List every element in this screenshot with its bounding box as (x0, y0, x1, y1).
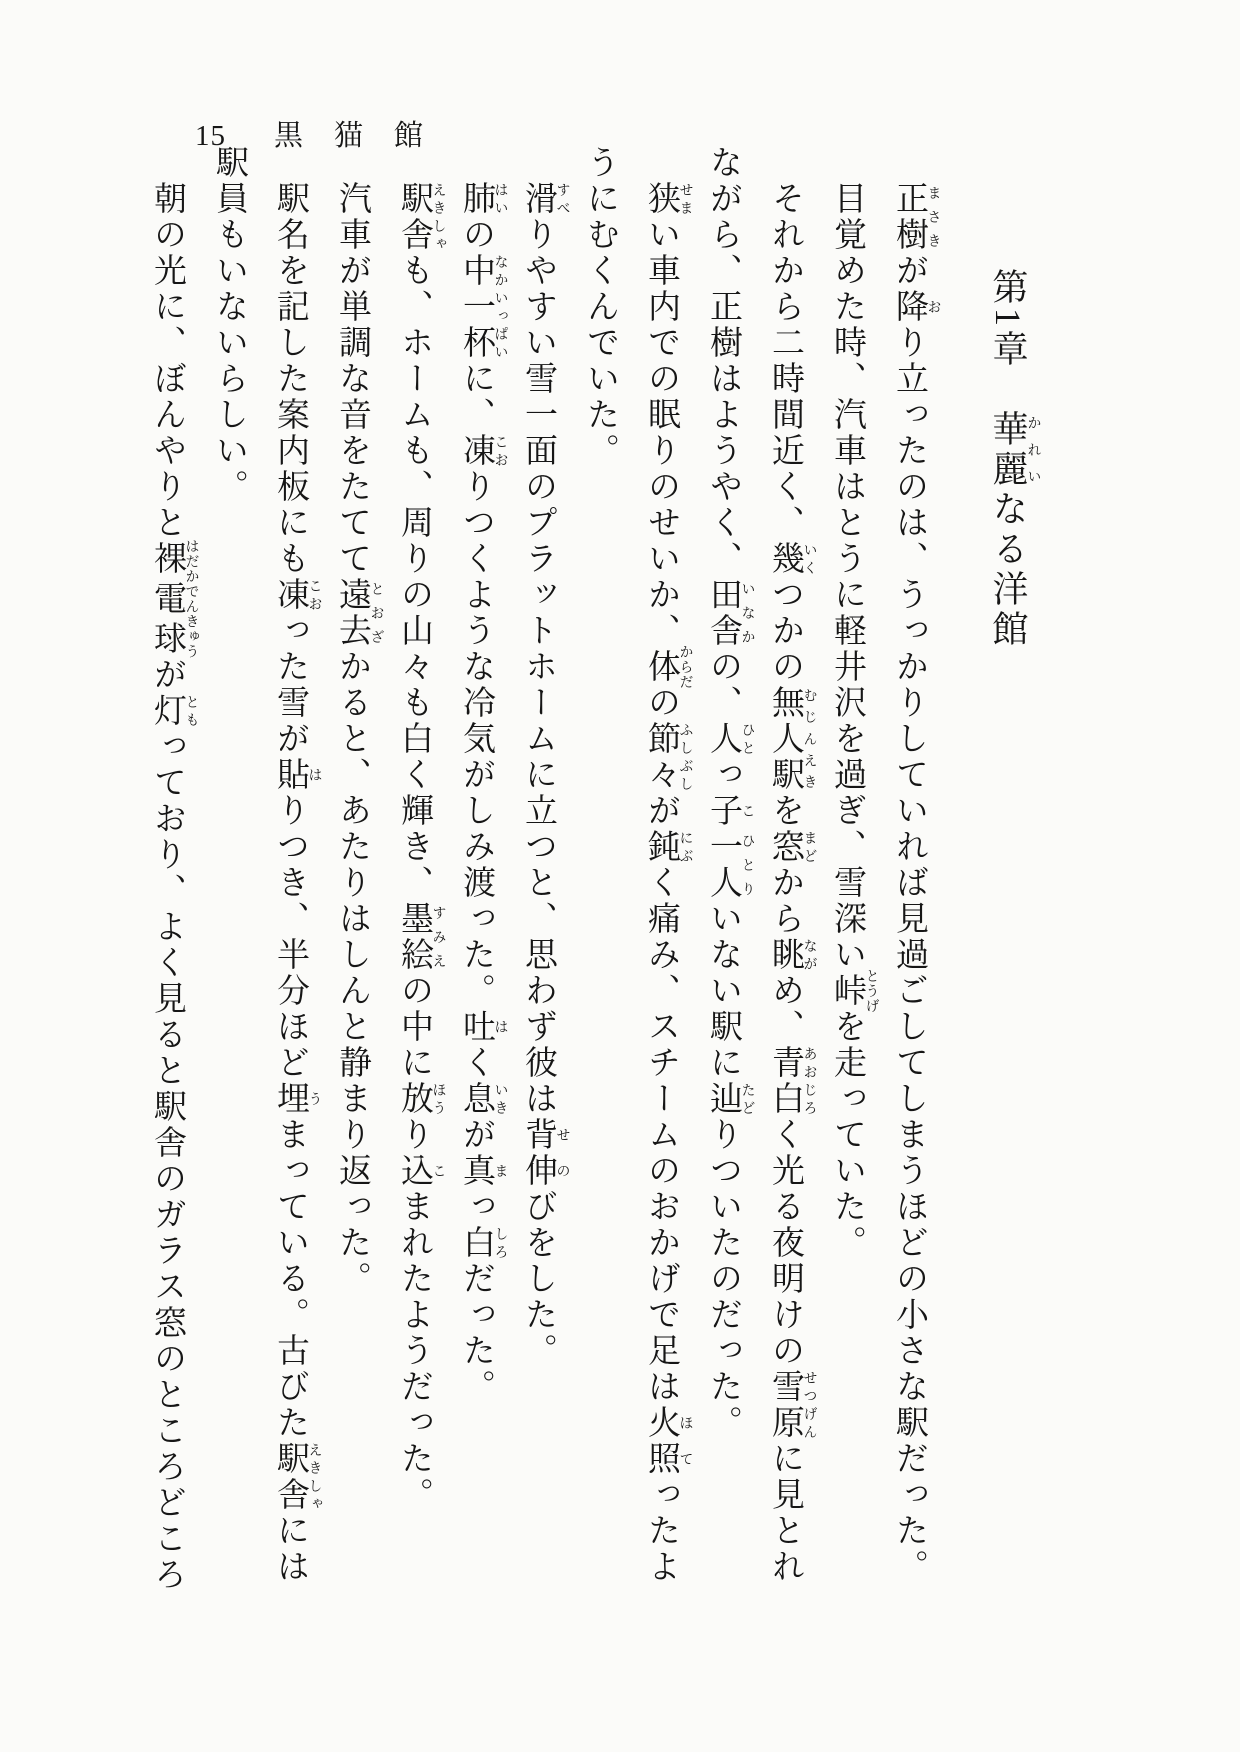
ruby-annotated-text: 華麗かれい (988, 410, 1041, 490)
ruby-annotated-text: 裸電球はだかでんきゅう (149, 539, 199, 659)
ruby-annotated-text: 辿たど (705, 1081, 755, 1117)
ruby-annotated-text: 節々ふしぶし (643, 721, 693, 793)
ruby-annotated-text: 火照ほて (643, 1405, 693, 1477)
ruby-annotated-text: 凍こお (458, 433, 508, 469)
ruby-annotated-text: 込こ (396, 1153, 446, 1189)
ruby-annotated-text: 降お (891, 289, 941, 325)
text-column: それから二時間近く、幾いくつかの無人駅むじんえきを窓まどから眺ながめ、青白あおじろく光る夜明けの雪原せつげんに見とれ (767, 181, 817, 1585)
ruby-annotated-text: 無人駅むじんえき (767, 685, 817, 793)
ruby-annotated-text: 背せ (520, 1117, 570, 1153)
text-column: 目覚めた時、汽車はとうに軽井沢を過ぎ、雪深い峠とうげを走っていた。 (829, 181, 879, 1261)
text-column: 滑すべりやすい雪一面のプラットホームに立つと、思わず彼は背せ伸のびをした。 (520, 181, 570, 1369)
text-column: 駅舎えきしゃも、ホームも、周りの山々も白く輝き、墨絵すみえの中に放ほうり込こまれたようだった。 (396, 181, 446, 1513)
ruby-annotated-text: 一人ひとり (705, 829, 755, 901)
ruby-annotated-text: 埋う (272, 1081, 322, 1117)
ruby-annotated-text: 人ひと (705, 721, 755, 757)
text-column: 狭せまい車内での眠りのせいか、体からだの節々ふしぶしが鈍にぶく痛み、スチームのおかげで足は火照ほてったよ (643, 181, 693, 1585)
ruby-annotated-text: 駅舎えきしゃ (396, 181, 446, 253)
ruby-annotated-text: 伸の (520, 1153, 570, 1189)
text-column: 汽車が単調な音をたてて遠去とおざかると、あたりはしんと静まり返った。 (334, 181, 384, 1297)
ruby-annotated-text: 放ほう (396, 1081, 446, 1117)
text-column: ながら、正樹はようやく、田舎いなかの、人ひとっ子こ一人ひとりいない駅に辿たどりついたのだった。 (705, 145, 755, 1441)
ruby-annotated-text: 吐は (458, 1009, 508, 1045)
text-column: 駅員もいないらしい。 (211, 145, 247, 505)
ruby-annotated-text: 田舎いなか (705, 577, 755, 649)
ruby-annotated-text: 墨絵すみえ (396, 901, 446, 973)
ruby-annotated-text: 青白あおじろ (767, 1045, 817, 1117)
ruby-annotated-text: 駅舎えきしゃ (272, 1441, 322, 1513)
running-title: 黒 猫 館 (274, 120, 425, 152)
ruby-annotated-text: 狭せま (643, 181, 693, 217)
ruby-annotated-text: 遠去とおざ (334, 577, 384, 649)
ruby-annotated-text: 白しろ (458, 1225, 508, 1261)
ruby-annotated-text: 貼は (272, 757, 322, 793)
page-number: 15 (195, 120, 226, 152)
ruby-annotated-text: 眺なが (767, 937, 817, 973)
ruby-annotated-text: 中一杯なかいっぱい (458, 253, 508, 361)
text-column: 駅名を記した案内板にも凍こおった雪が貼はりつき、半分ほど埋うまっている。古びた駅舎えきしゃには (272, 181, 322, 1585)
chapter-heading: 第1章 華麗かれいなる洋館 (988, 268, 1041, 650)
text-column: 朝の光に、ぼんやりと裸電球はだかでんきゅうが灯ともっており、よく見ると駅舎のガラス窓のところどころ (149, 181, 199, 1593)
ruby-annotated-text: 真ま (458, 1153, 508, 1189)
ruby-annotated-text: 窓まど (767, 829, 817, 865)
ruby-annotated-text: 肺はい (458, 181, 508, 217)
text-column: うにむくんでいた。 (582, 145, 618, 469)
ruby-annotated-text: 雪原せつげん (767, 1369, 817, 1441)
ruby-annotated-text: 体からだ (643, 644, 693, 690)
ruby-annotated-text: 凍こお (272, 577, 322, 613)
text-column: 正樹まさきが降おり立ったのは、うっかりしていれば見過ごしてしまうほどの小さな駅だった。 (891, 181, 941, 1585)
ruby-annotated-text: 幾いく (767, 541, 817, 577)
ruby-annotated-text: 正樹まさき (891, 181, 941, 253)
ruby-annotated-text: 子こ (705, 793, 755, 829)
text-column: 肺はいの中一杯なかいっぱいに、凍こおりつくような冷気がしみ渡った。吐はく息いきが真まっ白しろだった。 (458, 181, 508, 1405)
ruby-annotated-text: 峠とうげ (829, 968, 879, 1014)
ruby-annotated-text: 息いき (458, 1081, 508, 1117)
body-columns (136, 145, 940, 1635)
ruby-annotated-text: 灯とも (149, 693, 199, 729)
ruby-annotated-text: 滑すべ (520, 181, 570, 217)
ruby-annotated-text: 鈍にぶ (643, 829, 693, 865)
